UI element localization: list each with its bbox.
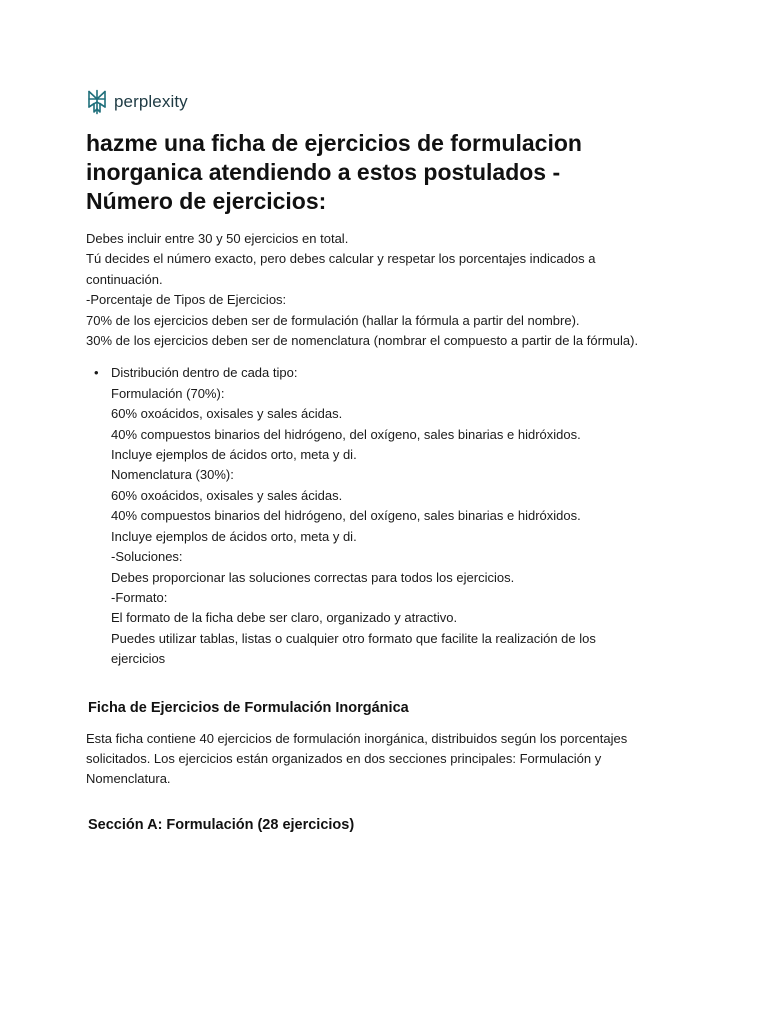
list-item-line: 60% oxoácidos, oxisales y sales ácidas. bbox=[111, 487, 343, 503]
list-item-line: Puedes utilizar tablas, listas o cualquier otro formato que facilite la realización de los bbox=[111, 630, 596, 646]
list-item-line: Distribución dentro de cada tipo: bbox=[111, 365, 298, 381]
list-item bbox=[94, 363, 696, 669]
intro-line: Debes incluir entre 30 y 50 ejercicios en total. bbox=[86, 231, 349, 246]
bullet-marker: • bbox=[94, 365, 99, 381]
intro-line: -Porcentaje de Tipos de Ejercicios: bbox=[86, 292, 287, 308]
answer-line: solicitados. Los ejercicios están organizados en dos secciones principales: Formulación y bbox=[86, 750, 602, 766]
bullet-list bbox=[86, 363, 696, 669]
list-item-line: 40% compuestos binarios del hidrógeno, del oxígeno, sales binarias e hidróxidos. bbox=[111, 508, 581, 524]
title-line: hazme una ficha de ejercicios de formulacion bbox=[86, 130, 582, 156]
answer-line: Esta ficha contiene 40 ejercicios de formulación inorgánica, distribuidos según los porcentajes bbox=[86, 730, 628, 746]
intro-line: Tú decides el número exacto, pero debes calcular y respetar los porcentajes indicados a bbox=[86, 251, 596, 267]
page-title bbox=[86, 129, 696, 216]
brand-logo bbox=[86, 86, 696, 118]
list-item-line: Debes proporcionar las soluciones correctas para todos los ejercicios. bbox=[111, 569, 515, 585]
title-line: inorganica atendiendo a estos postulados - bbox=[86, 159, 561, 185]
brand-name: perplexity bbox=[114, 92, 188, 111]
intro-paragraph bbox=[86, 229, 696, 351]
intro-line: continuación. bbox=[86, 271, 163, 287]
list-item-line: ejercicios bbox=[111, 651, 166, 667]
answer-paragraph bbox=[86, 729, 696, 790]
list-item-line: -Soluciones: bbox=[111, 549, 183, 565]
list-item-line: Incluye ejemplos de ácidos orto, meta y di. bbox=[111, 447, 357, 463]
list-item-line: 60% oxoácidos, oxisales y sales ácidas. bbox=[111, 406, 343, 422]
list-item-line: 40% compuestos binarios del hidrógeno, del oxígeno, sales binarias e hidróxidos. bbox=[111, 426, 581, 442]
list-item-line: El formato de la ficha debe ser claro, organizado y atractivo. bbox=[111, 610, 458, 626]
section-a-heading: Sección A: Formulación (28 ejercicios) bbox=[88, 816, 355, 833]
answer-heading: Ficha de Ejercicios de Formulación Inorgánica bbox=[88, 699, 409, 716]
list-item-line: Nomenclatura (30%): bbox=[111, 467, 234, 483]
list-item-line: Incluye ejemplos de ácidos orto, meta y di. bbox=[111, 528, 357, 544]
intro-line: 70% de los ejercicios deben ser de formulación (hallar la fórmula a partir del nombre). bbox=[86, 312, 580, 328]
list-item-line: -Formato: bbox=[111, 589, 168, 605]
intro-line: 30% de los ejercicios deben ser de nomenclatura (nombrar el compuesto a partir de la fórmula). bbox=[86, 333, 639, 349]
list-item-line: Formulación (70%): bbox=[111, 385, 225, 401]
document-page bbox=[86, 86, 696, 835]
title-line: Número de ejercicios: bbox=[86, 188, 327, 214]
answer-line: Nomenclatura. bbox=[86, 771, 171, 787]
perplexity-logo-icon bbox=[86, 89, 108, 115]
